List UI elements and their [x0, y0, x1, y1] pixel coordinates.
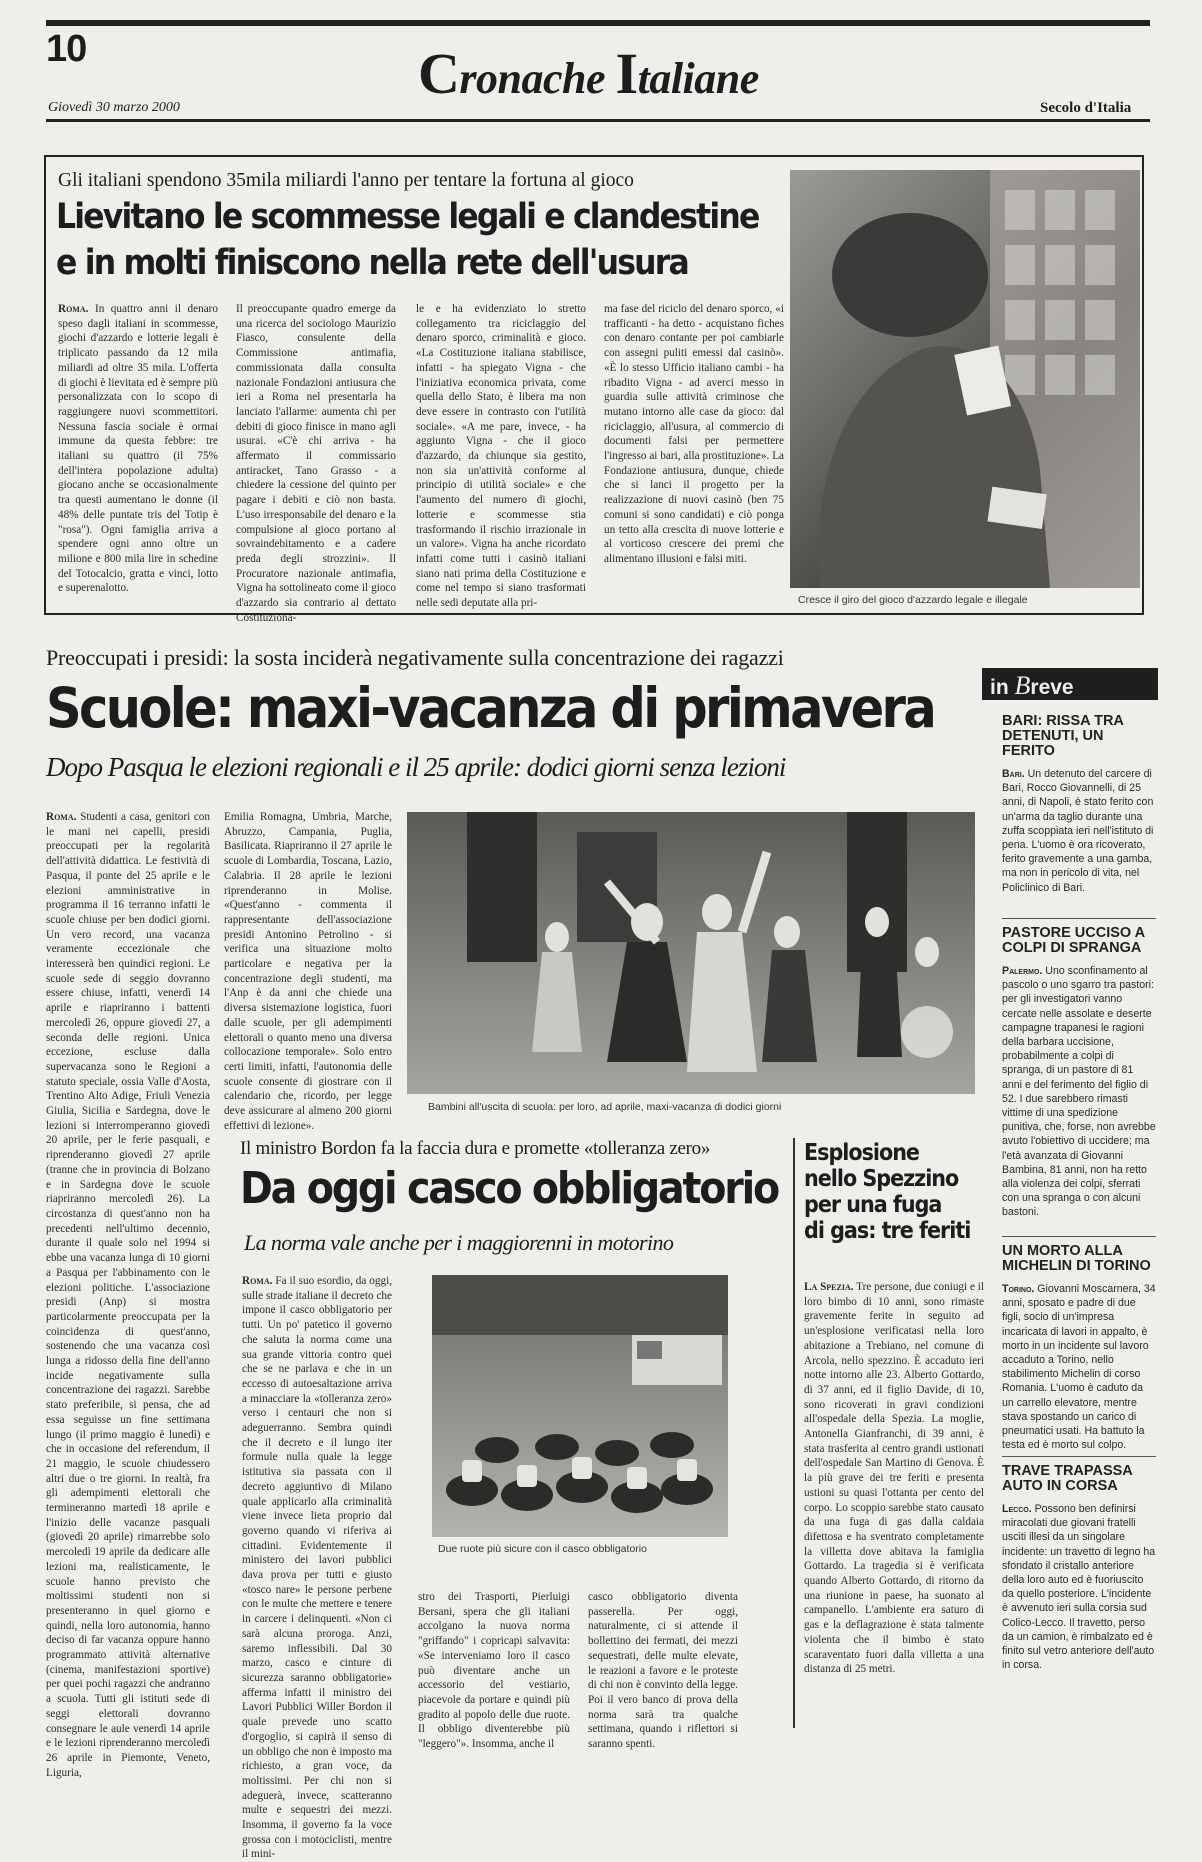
story2-subhead: Dopo Pasqua le elezioni regionali e il 25 aprile: dodici giorni senza lezioni — [46, 752, 786, 782]
story3-photo-caption: Due ruote più sicure con il casco obbligatorio — [438, 1543, 647, 1555]
story3-subhead: La norma vale anche per i maggiorenni in motorino — [244, 1230, 674, 1255]
story2-headline: Scuole: maxi-vacanza di primavera — [46, 676, 935, 740]
story3-column-1: Roma. Fa il suo esordio, da oggi, sulle strade italiane il decreto che impone il casco obbligatorio per tutti. Un po' pateticо il governo che saluta la norma come una sua grande vittoria contro quei che se ne parlava e che in un eccesso di autoesaltazione arriva a minacciare la «tolleranza zero» verso i centauri che non si adeguerranno. Sembra quindi che il decreto e il lungo iter formule nulla quale la legge istitutiva sia passata con il decreto aggiuntivo di Milano quale applicarlo alla criminalità viene invece lieta proprio dal governo quando vi riferiva ai cittadini. Evidentemente il ministero dei lavori pubblici dava prova per tutti e giusto «tosco nare» le persone perbene con le multe che mettere e tenere in carcere i delinquenti. «Non ci sarà alcuna proroga. Anzi, saremo inflessibili. Dal 30 marzo, casco e cinture di sicurezza saranno obbligatorie» afferma infatti il ministro dei Lavori Pubblici Willer Bordon il quale prevede uno scatto d'orgoglio, si capirà il senso di un obbligo che non è imposto ma richiesto, a gran voce, da moltissimi. Per chi non si adeguerà, invece, scatteranno multe e sequestri dei mezzi. Insomma, il governo fa la voce grossa con i motociclisti, mentre il mini- — [242, 1275, 392, 1861]
masthead-rule — [46, 119, 1150, 122]
brief-headline: BARI: RISSA TRA DETENUTI, UN FERITO — [1002, 713, 1124, 759]
school-children-photo — [407, 812, 975, 1094]
story4-headline: Esplosione nello Spezzino per una fuga di gas: tre feriti — [804, 1140, 971, 1244]
gambling-photo — [790, 170, 1140, 588]
brief-headline: UN MORTO ALLA MICHELIN DI TORINO — [1002, 1243, 1151, 1274]
story4-text: La Spezia. Tre persone, due coniugi e il loro bimbo di 10 anni, sono rimaste gravemente ferite in seguito ad un'esplosione verificatasi nella loro abitazione a Trebiano, nel comune di Arcola, nello spezzino. È accaduto ieri notte intorno alle 23. Alberto Gottardo, di 37 anni, ed il figlio Davide, di 10, sono ricoverati in gravi condizioni all'ospedale della Spezia. La moglie, Antonella Gianfranchi, di 39 anni, è stata trasferita al centro grandi ustionati dell'ospedale San Martino di Genova. È la più grave dei tre feriti e presenta ustioni su quasi l'ottanta per cento del corpo. Lo scoppio sarebbe stato causato da una fuga di gas dalla caldaia difettosa e ha sventrato completamente la villetta dove abitava la famiglia Gottardo. La tragedia si è verificata quando Alberto Gottardo, di ritorno da una riunione in paese, ha suonato al campanello. L'ambiente era saturo di gas e la deflagrazione è stata talmente violenta che il bimbo è stato scaraventato fuori dalla villetta a una distanza di 25 metri. — [804, 1281, 984, 1676]
scooters-photo — [432, 1275, 728, 1537]
story2-photo-caption: Bambini all'uscita di scuola: per loro, ad aprile, maxi-vacanza di dodici giorni — [428, 1101, 782, 1113]
section-title: Cronache Italiane — [418, 41, 759, 106]
story4-divider — [793, 1138, 795, 1728]
story2-column-1: Roma. Studenti a casa, genitori con le mani nei capelli, presidi preoccupati per la regolarità dell'attività didattica. Le festività di Pasqua, il ponte del 25 aprile e le elezioni amministrative in programma il 16 terranno infatti le scuole chiuse per ben dodici giorni. Un vero record, una vacanza veramente eccezionale che interesserà ben quindici regioni. Le scuole sede di seggio dovranno essere chiuse, infatti, venerdì 14 aprile e riapriranno i battenti mercoledì 26, oppure giovedì 27, a seconda delle regioni. Unica eccezione, escluse dalla supervacanza sono le Regioni a statuto speciale, ossia Valle d'Aosta, Trentino Alto Adige, Friuli Venezia Giulia, Sicilia e Sardegna, dove le lezioni si interromperanno giovedì 20 aprile, per le ferie pasquali, e riprenderanno giovedì 27 aprile (tranne che in provincia di Bolzano e in Sardegna dove le scuole riapriranno mercoledì 26). La circostanza di quest'anno non ha precedenti nell'ultimo decennio, durante il quale solo nel 1994 si ebbe una vacanza lunga di 10 giorni a Pasqua per l'abbinamento con le elezioni politiche. L'associazione presidi (Anp) si mostra particolarmente preoccupata per la coincidenza di quest'anno, sostenendo che una vacanza così lunga a ridosso della fine dell'anno incide negativamente sulla concentrazione dei ragazzi. Sarebbe stato preferibile, si pensa, che ad essa seguisse un fine settimana lungo (il primo maggio è lunedì) e che in occasione del referendum, il 21 maggio, le scuole chiudessero altri due o tre giorni. In realtà, fra gli adempimenti elettorali che termineranno martedì 18 aprile e l'inizio delle vacanze pasquali (giovedì 20 aprile) rimarrebbe solo mercoledì 19 aprile da dedicare alle lezioni ma, realisticamente, le scuole hanno previsto che moltissimi studenti non si presenteranno in quel giorno e quindi, nella loro autonomia, hanno deciso di far vacanza oppure hanno programmato attività alternative (cinema, manifestazioni sportive) per quei pochi ragazzi che andranno a scuola. Tutti gli istituti sede di seggi elettorali dovranno consegnare le aule venerdì 14 aprile e le lezioni riprenderanno mercoledì 26 aprile in Piemonte, Veneto, Liguria, — [46, 811, 210, 1779]
brief-headline: PASTORE UCCISO A COLPI DI SPRANGA — [1002, 925, 1145, 956]
brief-text: Torino. Giovanni Moscarnera, 34 anni, sposato e padre di due figli, socio di un'impresa incaricata di lavori in appalto, è morto in un incidente sul lavoro accaduto a Torino, nello stabilimento Michelin di corso Romania. L'uomo è caduto da un carrello elevatore, mentre stava spostando un carico di pneumatici usati. Ha battuto la testa ed è morto sul colpo. — [1002, 1283, 1156, 1452]
in-breve-header — [982, 668, 1158, 700]
story1-photo-caption: Cresce il giro del gioco d'azzardo legale e illegale — [798, 594, 1028, 606]
story1-kicker: Gli italiani spendono 35mila miliardi l'anno per tentare la fortuna al gioco — [58, 170, 634, 191]
story3-headline: Da oggi casco obbligatorio — [240, 1163, 778, 1214]
brief-text: Bari. Un detenuto del carcere di Bari, Rocco Giovannelli, di 25 anni, di Napoli, è stato ferito con un'arma da taglio durante una zuffa scoppiata ieri nell'istituto di pena. L'uomo è ora ricoverato, ferito gravemente a una gamba, ma non in pericolo di vita, nel Policlinico di Bari. — [1002, 768, 1154, 894]
scooters-illustration — [432, 1275, 728, 1537]
story3-column-3: casco obbligatorio diventa passerella. Per oggi, naturalmente, ci si attende il bollettino dei fermati, dei mezzi sequestrati, delle multe elevate, le reazioni a favore e le proteste di chi non è convinto della legge. Poi il vero banco di prova della norma sarà tra qualche settimana, quando i riflettori si saranno spenti. — [588, 1591, 738, 1751]
story1-column-1: Roma. In quattro anni il denaro speso dagli italiani in scommesse, giochi d'azzardo e lotterie legali è triplicato passando da 12 mila miliardi ad oltre 35 mila. L'offerta di giochi è lievitata ed è sempre più personalizzata con lo scopo di raggiungere nuovi scommettitori. Nessuna fascia sociale è ormai immune da questa febbre: tre italiani su quattro (il 75% dell'intera popolazione adulta) giocano anche se occasionalmente tra questi aumentano le donne (il 48% delle puntate tris del Totip è "rosa"). Ogni famiglia arriva a spendere ogni anno oltre un milione e 800 mila lire in schedine del Totocalcio, gratta e vinci, lotto e superenalotto. — [58, 303, 218, 595]
brief-divider — [1002, 1456, 1156, 1457]
story3-kicker: Il ministro Bordon fa la faccia dura e promette «tolleranza zero» — [240, 1138, 711, 1159]
brief-lecco — [1002, 1464, 1156, 1672]
gambler-illustration — [790, 170, 1140, 588]
brief-text: Lecco. Possono ben definirsi miracolati due giovani fratelli usciti illesi da un singolare incidente: un travetto di legno ha sfondato il cristallo anteriore della loro auto ed è fuoriuscito da quello posteriore. L'incidente è avvenuto ieri sulla corsia sud Colico-Lecco. Il travetto, perso da un camion, è rimbalzato ed è finito sul vetro anteriore dell'auto in corsa. — [1002, 1503, 1156, 1672]
brief-divider — [1002, 918, 1156, 919]
story1-column-2: Il preoccupante quadro emerge da una ricerca del sociologo Maurizio Fiasco, consulente della Commissione antimafia, commissionata dalla consulta nazionale Fondazioni antiusura che ieri a Roma nel presentarla ha lanciato l'allarme: aumenta chi per debiti di gioco finisce in mano agli usurai. «C'è chi arriva - ha affermato il commissario antiracket, Tano Grasso - a chiedere la cessione del quinto per pagare i debiti e ciò non basta. L'uso irresponsabile del denaro e la compulsione al gioco portano al sovraindebitamento e a cadere preda degli strozzini». Il Procuratore nazionale antimafia, Vigna ha sottolineato come il gioco d'azzardo sia contrario al dettato Costituziona- — [236, 303, 396, 624]
top-rule — [46, 20, 1150, 26]
brief-divider — [1002, 1236, 1156, 1237]
story1-column-3: le e ha evidenziato lo stretto collegamento tra riciclaggio del denaro sporco, criminalità e gioco. «La Costituzione italiana stabilisce, infatti - ha spiegato Vigna - che l'iniziativa economica privata, come quella dello Stato, è libera ma non deve essere in contrasto con l'utilità sociale». «A me pare, invece, - ha aggiunto Vigna - che il gioco d'azzardo, da chiunque sia gestito, non sia un'attività conforme al principio di utilità sociale» e che l'aumento del numero di giochi, lotterie e scommesse stia trasformando il rischio irrazionale in un valore». Vigna ha anche ricordato infatti come tutti i casinò italiani siano nati prima della Costituzione e come nel tempo si siano trasformati nelle sedi deputate alla pri- — [416, 303, 586, 610]
story1-column-4: ma fase del riciclo del denaro sporco, «i trafficanti - ha detto - acquistano fiches con denaro contante per poi cambiarle con assegni puliti emessi dal casinò». «È lo stesso Ufficio italiano cambi - ha ribadito Vigna - ad averci messo in guardia sulle attività criminose che mutano intorno alle case da gioco: dal riciclaggio, all'usura, al commercio di documenti falsi per permettere l'ingresso ai bari, alla prostituzione». La Fondazione antiusura, dunque, chiede che si lanci il progetto per la realizzazione di nuovi casinò (ben 75 comuni si sono candidati) e ciò ponga un tetto alla crescita di nuove lotterie e al vorticoso crescere dei premi che alimentano illusioni e falsi miti. — [604, 303, 784, 565]
brief-bari — [1002, 714, 1156, 895]
brief-text: Palermo. Uno sconfinamento al pascolo o uno sgarro tra pastori: per gli investigatori vanno cercate nelle assolate e deserte campagne trapanesi le ragioni della barbara uccisione, probabilmente a colpi di spranga, di un pastore di 81 anni e del ferimento del figlio di 52. I due sarebbero rimasti vittime di una spedizione punitiva, che, forse, non avrebbe avuto l'obiettivo di uccidere; ma l'età avanzata di Giovanni Bambina, 81 anni, non ha retto alla violenza dei colpi, sferrati con una spranga o con alcuni bastoni. — [1002, 965, 1156, 1219]
in-breve-title: in Breve — [990, 671, 1074, 700]
children-illustration — [407, 812, 975, 1094]
issue-date: Giovedì 30 marzo 2000 — [48, 100, 180, 115]
story1-headline-2: e in molti finiscono nella rete dell'usura — [56, 243, 688, 283]
newspaper-name: Secolo d'Italia — [1040, 100, 1132, 116]
story2-kicker: Preoccupati i presidi: la sosta inciderà negativamente sulla concentrazione dei ragazzi — [46, 645, 784, 670]
page-number: 10 — [46, 28, 87, 70]
brief-headline: TRAVE TRAPASSA AUTO IN CORSA — [1002, 1463, 1133, 1494]
story3-column-2: stro dei Trasporti, Pierluigi Bersani, spera che gli italiani accolgano la nuova norma "griffando" i copricapi salvavita: «Se interveniamo loro il casco può diventare anche un accessorio del vestiario, piacevole da portare e quindi più gradito al popolo delle due ruote. Il obbligo diventerebbe più "leggero"». Insomma, anche il — [418, 1591, 570, 1751]
story1-headline-1: Lievitano le scommesse legali e clandestine — [56, 197, 759, 237]
story2-column-2: Emilia Romagna, Umbria, Marche, Abruzzo, Campania, Puglia, Basilicata. Riapriranno il 27 aprile le scuole di Lombardia, Toscana, Lazio, Calabria. Il 28 aprile le lezioni riprenderanno in Molise. «Quest'anno - commenta il rappresentante dell'associazione presidi Antonino Petrolino - si verifica una situazione molto particolare e negativa per la concentrazione degli studenti, ma l'Anp è da anni che chiede una diversa sistemazione logistica, fuori dalle scuole, per gli adempimenti elettorali o quanto meno una diversa collocazione temporale». Solo entro certi limiti, infatti, l'autonomia delle scuole consente di giostrare con il calendario che, ricordo, per legge deve assicurare al almeno 200 giorni effettivi di lezione». — [224, 811, 392, 1132]
brief-palermo — [1002, 926, 1156, 1220]
brief-torino — [1002, 1244, 1156, 1452]
